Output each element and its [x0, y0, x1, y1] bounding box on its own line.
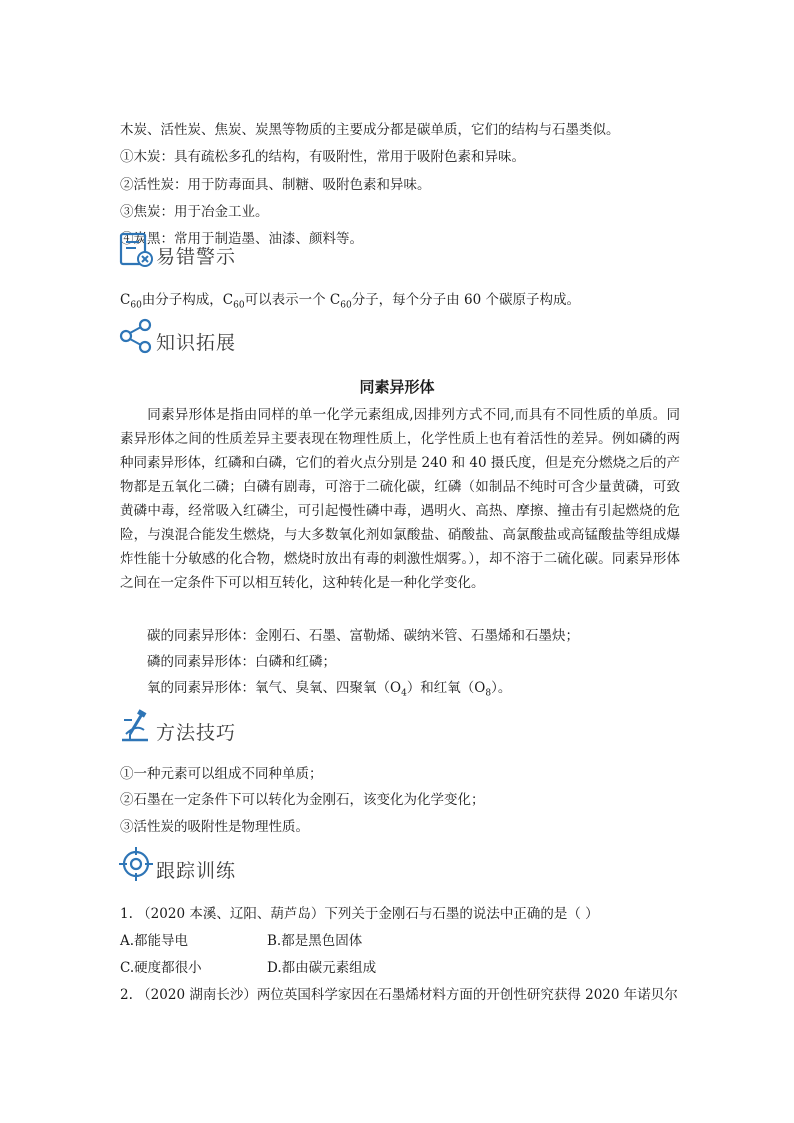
question-1-option-b: B.都是黑色固体 [267, 933, 363, 949]
section-method [118, 708, 236, 744]
section-warning-title: 易错警示 [156, 246, 237, 268]
method-item-1: ①一种元素可以组成不同种单质； [120, 766, 323, 782]
section-method-title: 方法技巧 [156, 722, 237, 744]
intro-item-carbon-black: ④炭黑：常用于制造墨、油漆、颜料等。 [120, 231, 363, 247]
carbon-allotropes: 碳的同素异形体：金刚石、石墨、富勒烯、碳纳米管、石墨烯和石墨炔； [147, 628, 579, 644]
intro-item-charcoal: ①木炭：具有疏松多孔的结构，有吸附性，常用于吸附色素和异味。 [120, 149, 525, 165]
share-nodes-icon [118, 318, 154, 354]
warning-text: $C_{60}$由分子构成，$C_{60}$可以表示一个 $C_{60}$分子，每个分子由 60 个碳原子构成。 [120, 292, 580, 311]
question-2: 2. （2020 湖南长沙）两位英国科学家因在石墨烯材料方面的开创性研究获得 2020 年诺贝尔 [120, 987, 678, 1003]
section-knowledge [118, 318, 236, 354]
knowledge-paragraph: 同素异形体是指由同样的单一化学元素组成,因排列方式不同,而具有不同性质的单质。同素异形体之间的性质差异主要表现在物理性质上，化学性质上也有着活性的差异。例如磷的两种同素异形体，红磷和白磷，它们的着火点分别是 240 和 40 摄氏度，但是充分燃烧之后的产物都是五氧化二磷；白磷有剧毒，可溶于二硫化碳，红磷（如制品不纯时可含少量黄磷，可致黄磷中毒，经常吸入红磷尘，可引起慢性磷中毒，遇明火、高热、摩擦、撞击有引起燃烧的危险，与溴混合能发生燃烧，与大多数氧化剂如氯酸盐、硝酸盐、高氯酸盐或高锰酸盐等组成爆炸性能十分敏感的化合物，燃烧时放出有毒的刺激性烟雾。），却不溶于二硫化碳。同素异形体之间在一定条件下可以相互转化，这种转化是一种化学变化。 [120, 407, 680, 591]
method-item-2: ②石墨在一定条件下可以转化为金刚石，该变化为化学变化； [120, 792, 485, 808]
knowledge-heading: 同素异形体 [359, 378, 435, 396]
question-1-option-d: D.都由碳元素组成 [267, 960, 377, 976]
oxygen-allotropes: 氧的同素异形体：氧气、臭氧、四聚氧$(O_4)$和红氧$(O_8)$。 [147, 680, 512, 699]
intro-line: 木炭、活性炭、焦炭、炭黑等物质的主要成分都是碳单质，它们的结构与石墨类似。 [120, 122, 620, 138]
question-1: 1. （2020 本溪、辽阳、葫芦岛）下列关于金刚石与石墨的说法中正确的是（ ） [120, 906, 599, 922]
intro-item-activated-carbon: ②活性炭：用于防毒面具、制糖、吸附色素和异味。 [120, 177, 431, 193]
intro-item-coke: ③焦炭：用于冶金工业。 [120, 204, 269, 220]
question-1-option-a: A.都能导电 [120, 933, 189, 949]
document-error-icon [118, 232, 154, 268]
section-knowledge-title: 知识拓展 [156, 332, 237, 354]
microscope-icon [118, 708, 154, 744]
section-warning [118, 232, 236, 268]
phosphorus-allotropes: 磷的同素异形体：白磷和红磷； [147, 654, 336, 670]
target-icon [118, 846, 154, 882]
section-training [118, 846, 236, 882]
method-item-3: ③活性炭的吸附性是物理性质。 [120, 819, 309, 835]
section-training-title: 跟踪训练 [156, 860, 237, 882]
question-1-option-c: C.硬度都很小 [120, 960, 202, 976]
